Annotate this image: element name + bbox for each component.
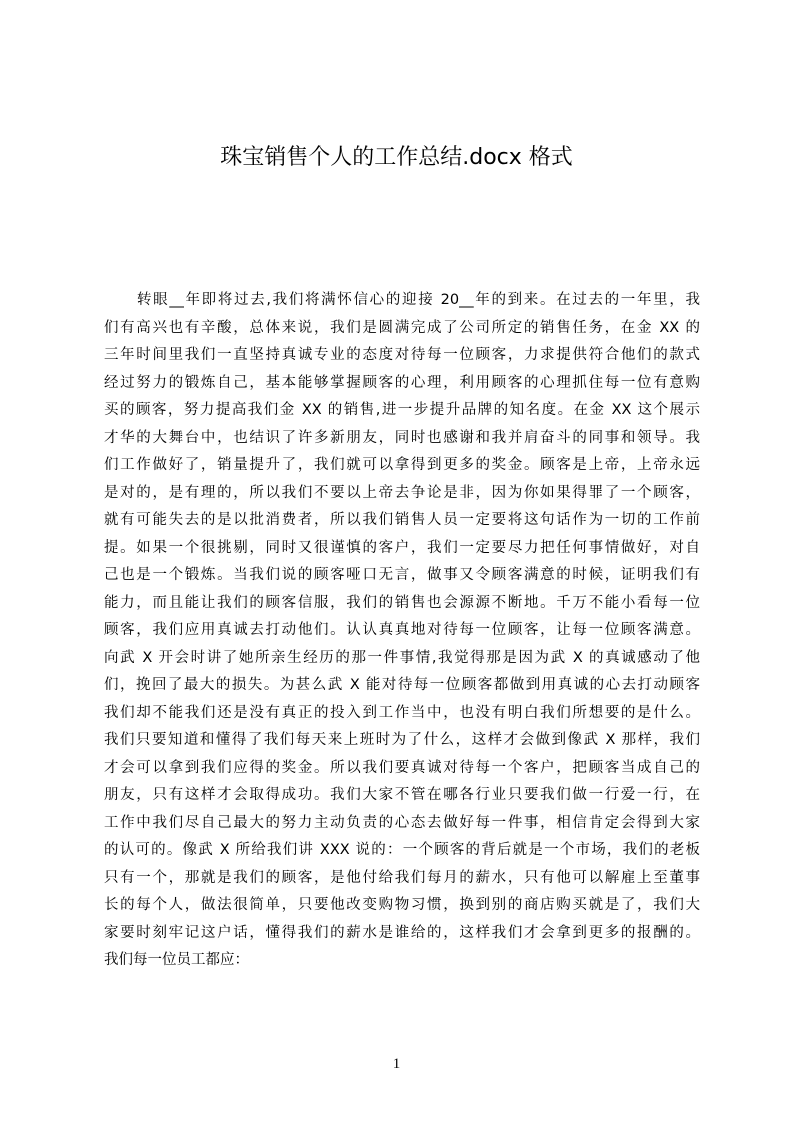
paragraph-line: 己也是一个锻炼。当我们说的顾客哑口无言，做事又令顾客满意的时候，证明我们有 [104, 567, 700, 583]
paragraph-line: 们，挽回了最大的损失。为甚么武 X 能对待每一位顾客都做到用真诚的心去打动顾客 [104, 677, 700, 693]
paragraph-line: 家要时刻牢记这户话，懂得我们的薪水是谁给的，这样我们才会拿到更多的报酬的。 [104, 924, 700, 941]
paragraph-line: 能力，而且能让我们的顾客信服，我们的销售也会源源不断地。千万不能小看每一位 [104, 594, 700, 611]
paragraph-line: 提。如果一个很挑剔，同时又很谨慎的客户，我们一定要尽力把任何事情做好，对自 [104, 539, 700, 556]
paragraph-line: 朋友，只有这样才会取得成功。我们大家不管在哪各行业只要我们做一行爱一行，在 [104, 787, 700, 803]
page-number: 1 [392, 1056, 401, 1072]
body-paragraph [104, 287, 700, 975]
paragraph-line: 才华的大舞台中，也结识了许多新朋友，同时也感谢和我并肩奋斗的同事和领导。我 [104, 429, 700, 446]
paragraph-line: 买的顾客，努力提高我们金 XX 的销售,进一步提升品牌的知名度。在金 XX 这个展示 [104, 402, 700, 418]
paragraph-line: 的认可的。像武 X 所给我们讲 XXX 说的：一个顾客的背后就是一个市场，我们的老板 [104, 842, 700, 858]
paragraph-line: 三年时间里我们一直坚持真诚专业的态度对待每一位顾客，力求提供符合他们的款式 [104, 347, 700, 363]
paragraph-line: 工作中我们尽自己最大的努力主动负责的心态去做好每一件事，相信肯定会得到大家 [104, 814, 700, 831]
paragraph-line: 长的每个人，做法很简单，只要他改变购物习惯，换到别的商店购买就是了，我们大 [104, 897, 700, 913]
paragraph-line: 就有可能失去的是以批消费者，所以我们销售人员一定要将这句话作为一切的工作前 [104, 512, 700, 528]
paragraph-line: 向武 X 开会时讲了她所亲生经历的那一件事情,我觉得那是因为武 X 的真诚感动了他 [104, 649, 700, 666]
document-title: 珠宝销售个人的工作总结.docx 格式 [220, 145, 573, 170]
paragraph-line: 我们只要知道和懂得了我们每天来上班时为了什么，这样才会做到像武 X 那样，我们 [104, 732, 700, 748]
paragraph-line: 经过努力的锻炼自己，基本能够掌握顾客的心理，利用顾客的心理抓住每一位有意购 [104, 374, 700, 391]
paragraph-line: 才会可以拿到我们应得的奖金。所以我们要真诚对待每一个客户，把顾客当成自己的 [104, 759, 700, 776]
paragraph-line: 顾客，我们应用真诚去打动他们。认认真真地对待每一位顾客，让每一位顾客满意。 [104, 622, 700, 638]
paragraph-line: 是对的，是有理的，所以我们不要以上帝去争论是非，因为你如果得罪了一个顾客， [104, 484, 700, 501]
paragraph-line: 我们每一位员工都应： [104, 952, 249, 968]
paragraph-line: 转眼__年即将过去,我们将满怀信心的迎接 20__年的到来。在过去的一年里，我 [137, 292, 700, 308]
paragraph-line: 们工作做好了，销量提升了，我们就可以拿得到更多的奖金。顾客是上帝，上帝永远 [104, 457, 700, 473]
paragraph-line: 我们却不能我们还是没有真正的投入到工作当中，也没有明白我们所想要的是什么。 [104, 704, 700, 721]
paragraph-line: 只有一个，那就是我们的顾客，是他付给我们每月的薪水，只有他可以解雇上至董事 [104, 869, 700, 886]
paragraph-line: 们有高兴也有辛酸，总体来说，我们是圆满完成了公司所定的销售任务，在金 XX 的 [104, 319, 700, 336]
